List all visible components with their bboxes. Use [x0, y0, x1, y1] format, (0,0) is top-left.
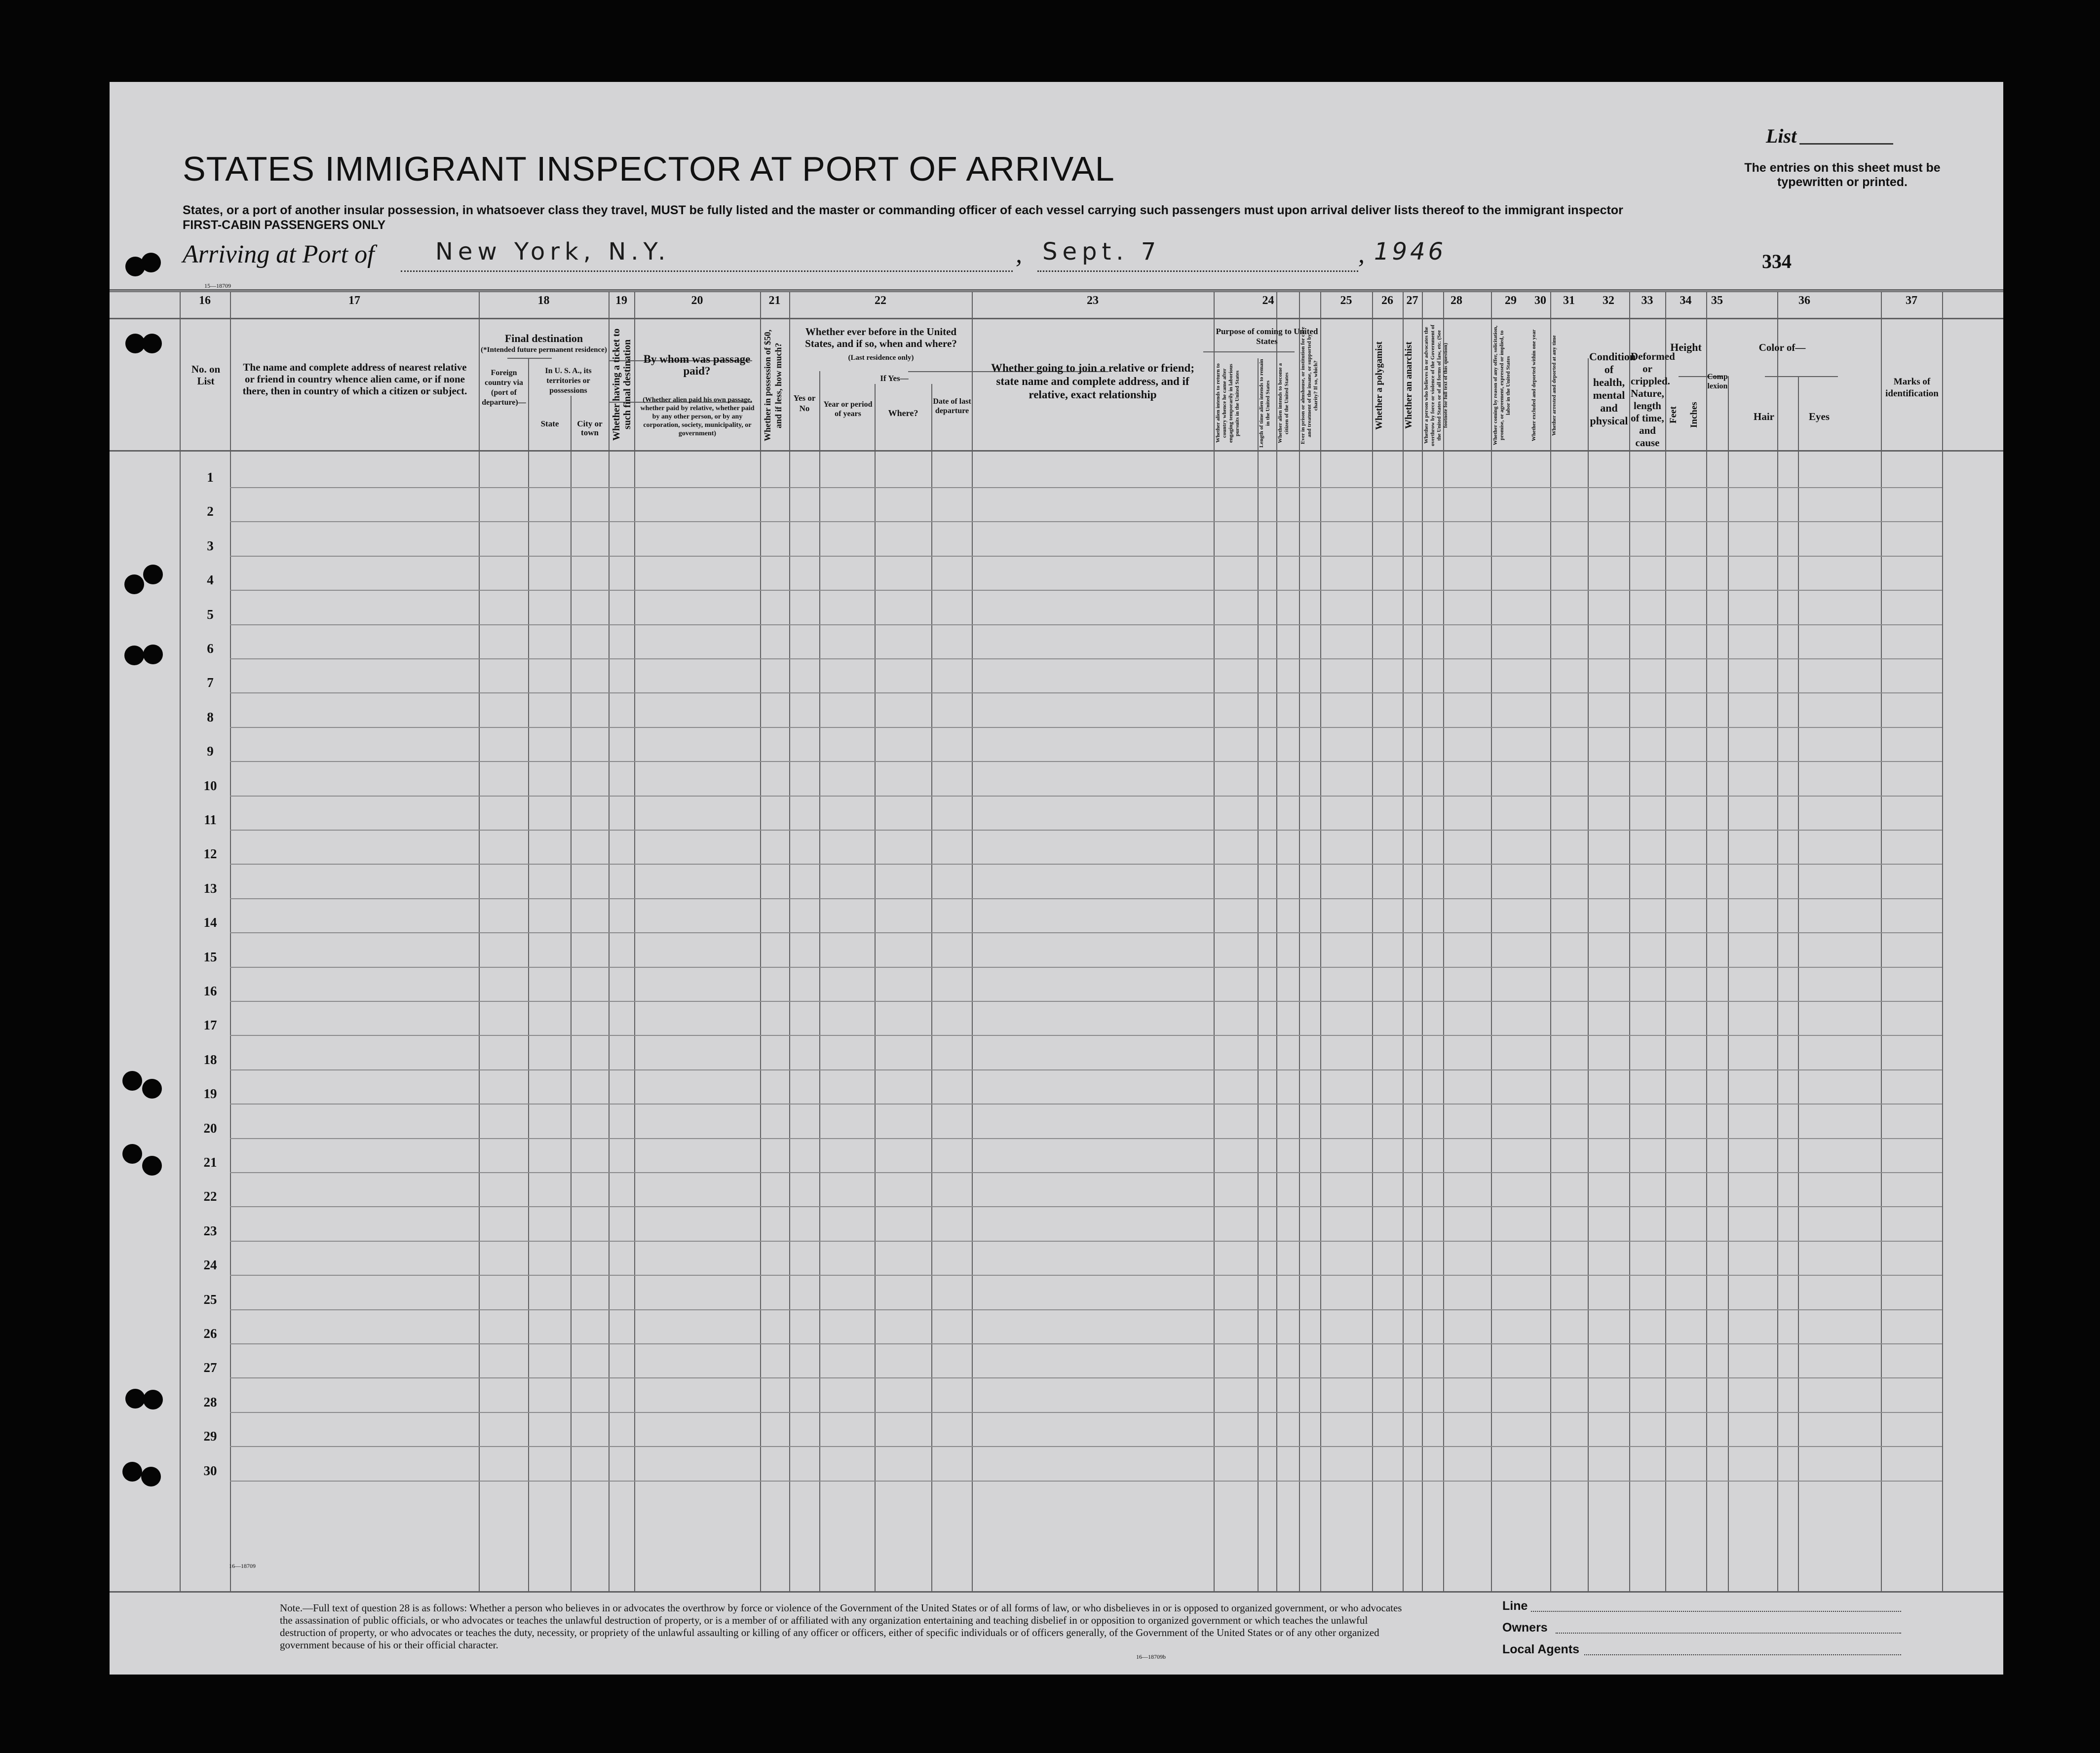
punch-hole — [142, 1156, 162, 1176]
owners-field — [1556, 1633, 1901, 1634]
row-rule — [230, 1343, 1942, 1344]
line-label: Line — [1502, 1599, 1528, 1613]
row-number: 24 — [203, 1258, 217, 1272]
row-rule — [230, 1206, 1942, 1207]
punch-hole — [143, 1390, 163, 1410]
heading-24b: Length of time alien intends to remain in the United States — [1259, 359, 1271, 448]
punch-hole — [124, 646, 144, 665]
heading-money: Whether in possession of $50, and if less, how much? — [763, 329, 783, 442]
heading-purpose: Purpose of coming to United States — [1216, 327, 1318, 346]
heading-24a: Whether alien intends to return to country whence he came after engaging temporarily in laborious pursuits in the United States — [1215, 363, 1240, 443]
row-rule — [230, 796, 1942, 797]
heading-polygamist: Whether a polygamist — [1374, 341, 1384, 430]
row-number: 29 — [203, 1429, 217, 1444]
punch-hole — [143, 645, 163, 664]
heading-30: Whether excluded and deported within one year — [1531, 329, 1537, 442]
row-number: 7 — [207, 675, 214, 690]
punch-hole — [141, 253, 161, 272]
col-number-24: 24 — [1262, 294, 1274, 307]
col-number-18: 18 — [537, 294, 550, 307]
heading-deformed: Deformed or crippled. Nature, length of time, and cause — [1631, 350, 1675, 449]
heading-year-period: Year or period of years — [823, 400, 873, 418]
col-number-17: 17 — [348, 294, 360, 307]
row-number: 20 — [203, 1121, 217, 1136]
col-number-36: 36 — [1798, 294, 1810, 307]
row-number: 4 — [207, 572, 214, 587]
row-number: 13 — [203, 881, 217, 896]
table-bottom-border — [110, 1591, 2003, 1593]
row-rule — [230, 864, 1942, 865]
row-number: 28 — [203, 1395, 217, 1410]
row-rule — [230, 1104, 1942, 1105]
punch-hole — [122, 1144, 142, 1164]
heading-ticket: Whether having a ticket to such final destination — [611, 328, 633, 441]
heading-eyes: Eyes — [1809, 411, 1830, 422]
col-number-19: 19 — [615, 294, 627, 307]
col-number-31: 31 — [1563, 294, 1575, 307]
col-number-23: 23 — [1087, 294, 1099, 307]
heading-state: State — [540, 419, 559, 428]
col-number-28: 28 — [1451, 294, 1462, 307]
form-code-top: 15—18709 — [204, 282, 231, 289]
port-value: New York, N.Y. — [435, 238, 671, 266]
heading-feet: Feet — [1668, 406, 1679, 424]
date-line — [1037, 270, 1358, 272]
row-rule — [230, 1309, 1942, 1310]
heading-city: City or town — [577, 419, 603, 437]
list-label: List — [1766, 125, 1797, 147]
col-number-27: 27 — [1406, 294, 1418, 307]
heading-intended-residence: (*Intended future permanent residence) — [481, 346, 607, 354]
heading-marks: Marks of identification — [1885, 377, 1939, 399]
row-number: 17 — [203, 1018, 217, 1032]
heading-final-destination: Final destination — [504, 332, 583, 344]
col-number-16: 16 — [199, 294, 211, 307]
row-rule — [230, 830, 1942, 831]
col-number-21: 21 — [768, 294, 781, 307]
local-agents-label: Local Agents — [1502, 1642, 1580, 1656]
heading-25: Ever in prison or almshouse, or institution for care and treatment of the insane, or supported by charity? If so, which? — [1300, 327, 1319, 444]
row-rule — [230, 898, 1942, 899]
col-number-26: 26 — [1381, 294, 1393, 307]
heading-yes-no: Yes or No — [793, 393, 816, 413]
row-number: 22 — [203, 1189, 217, 1204]
heading-28: Whether a person who believes in or advocates the overthrow by force or violence of the Government of the United States or of all forms of law, etc. (See footnote for full text of this question) — [1423, 324, 1449, 447]
col-number-22: 22 — [875, 294, 886, 307]
heading-date-departure: Date of last departure — [933, 397, 971, 415]
col-number-33: 33 — [1641, 294, 1653, 307]
row-number: 18 — [203, 1052, 217, 1067]
heading-by-whom-note: (Whether alien paid his own passage, whether paid by relative, whether paid by any other person, or by any corporation, society, municipality, or government) — [640, 396, 755, 437]
row-rule — [230, 692, 1942, 693]
heading-29: Whether coming by reason of any offer, solicitation, promise, or agreement, expressed or implied, to labor in the United States — [1492, 325, 1511, 446]
row-number: 6 — [207, 641, 214, 656]
row-rule — [230, 1377, 1942, 1378]
row-number: 9 — [207, 744, 214, 759]
row-rule — [230, 1172, 1942, 1173]
heading-complexion: Complexion — [1707, 373, 1728, 390]
row-number: 11 — [204, 812, 217, 827]
row-rule — [230, 658, 1942, 659]
col-number-32: 32 — [1603, 294, 1614, 307]
row-rule — [230, 590, 1942, 591]
punch-hole — [142, 1079, 162, 1099]
heading-relative-abroad: The name and complete address of nearest relative or friend in country whence alien came, or if none there, then in country of which a citizen or subject. — [242, 361, 467, 397]
row-number: 30 — [203, 1463, 217, 1478]
heading-last-residence: (Last residence only) — [848, 354, 914, 362]
row-rule — [230, 521, 1942, 522]
col-number-30: 30 — [1534, 294, 1546, 307]
page-title: STATES IMMIGRANT INSPECTOR AT PORT OF ARRIVAL — [183, 150, 1115, 188]
row-rule — [230, 967, 1942, 968]
row-rule — [230, 1001, 1942, 1002]
row-number: 25 — [203, 1292, 217, 1307]
row-rule — [230, 1241, 1942, 1242]
heading-join-relative: Whether going to join a relative or friend; state name and complete address, and if relative, exact relationship — [991, 362, 1195, 401]
row-number: 15 — [203, 950, 217, 964]
col-number-35: 35 — [1711, 294, 1723, 307]
row-rule — [230, 556, 1942, 557]
punch-hole — [143, 565, 163, 584]
date-value: Sept. 7 — [1042, 238, 1161, 266]
row-rule — [230, 1481, 1942, 1482]
punch-hole — [142, 334, 162, 353]
row-number: 14 — [203, 915, 217, 930]
row-rule — [230, 1138, 1942, 1139]
entries-note: The entries on this sheet must be typewritten or printed. — [1744, 161, 1941, 189]
row-number: 16 — [203, 984, 217, 998]
col-number-37: 37 — [1906, 294, 1917, 307]
list-line — [1799, 143, 1893, 145]
punch-hole — [125, 1389, 145, 1409]
class-note: FIRST-CABIN PASSENGERS ONLY — [183, 218, 386, 232]
row-number: 21 — [203, 1155, 217, 1170]
row-rule — [230, 624, 1942, 625]
row-rule — [230, 487, 1942, 488]
col-number-20: 20 — [691, 294, 703, 307]
row-rule — [230, 1035, 1942, 1036]
row-rule — [230, 761, 1942, 762]
row-number: 3 — [207, 538, 214, 553]
heading-24c: Whether alien intends to become a citizen of the United States — [1277, 363, 1290, 444]
heading-ever-before: Whether ever before in the United States, and if so, when and where? — [805, 326, 957, 349]
heading-color-of: Color of— — [1758, 342, 1806, 353]
table-top-border — [110, 289, 2003, 291]
row-number: 23 — [203, 1223, 217, 1238]
row-rule — [230, 1069, 1942, 1070]
heading-where: Where? — [888, 408, 918, 418]
punch-hole — [122, 1071, 142, 1091]
row-rule — [230, 1412, 1942, 1413]
line-field — [1531, 1611, 1901, 1612]
heading-31: Whether arrested and deported at any time — [1551, 335, 1557, 436]
row-rule — [230, 1446, 1942, 1447]
heading-inches: Inches — [1689, 402, 1699, 428]
row-number: 27 — [203, 1360, 217, 1375]
local-agents-field — [1584, 1654, 1901, 1655]
row-number: 12 — [203, 846, 217, 861]
row-number: 10 — [203, 778, 217, 793]
punch-hole — [124, 574, 144, 594]
owners-label: Owners — [1502, 1621, 1548, 1635]
port-line — [401, 270, 1013, 272]
row-rule — [230, 1275, 1942, 1276]
header-bottom-border — [110, 450, 2003, 452]
row-number: 1 — [207, 470, 214, 485]
form-code-bottom: 16—18709 — [229, 1562, 256, 1569]
subtitle: States, or a port of another insular possession, in whatsoever class they travel, MUST be fully listed and the master or commanding officer of each vessel carrying such passengers must upon arrival deliver lists thereof to the immigrant inspector — [183, 203, 1623, 217]
col-number-34: 34 — [1680, 294, 1692, 307]
heading-anarchist: Whether an anarchist — [1404, 342, 1414, 429]
punch-hole — [122, 1462, 142, 1482]
heading-in-usa: In U. S. A., its territories or possessions — [545, 367, 592, 395]
col-number-29: 29 — [1505, 294, 1517, 307]
punch-hole — [141, 1467, 161, 1486]
year-value: 1946 — [1374, 238, 1447, 266]
row-rule — [230, 932, 1942, 933]
column-number-divider — [110, 318, 2003, 319]
footnote: Note.—Full text of question 28 is as follows: Whether a person who believes in or advocates the overthrow by force or violence of the Government of the United States or of all forms of law, or who disbelieves in or is opposed to organized government, or who advocates the assassination of public officials, or who advocates or teaches the unlawful destruction of property, or is a member of or affiliated with any organization entertaining and teaching disbelief in or opposition to organized government or which teaches the unlawful destruction of property, or who advocates or teaches the duty, necessity, or propriety of the unlawful assaulting or killing of any officer or officers, either of specific individuals or of officers generally, of the Government of the United States or of any other organized government because of his or their official character. — [280, 1602, 1402, 1651]
row-number: 26 — [203, 1326, 217, 1341]
heading-no-on-list: No. on List — [191, 363, 221, 387]
heading-hair: Hair — [1754, 411, 1774, 422]
port-label: Arriving at Port of — [183, 240, 375, 268]
heading-if-yes: If Yes— — [880, 374, 909, 383]
heading-by-whom: By whom was passage paid? — [643, 353, 751, 377]
row-rule — [230, 727, 1942, 728]
row-number: 8 — [207, 710, 214, 724]
form-code-footnote: 16—18709b — [1136, 1653, 1166, 1660]
row-number: 19 — [203, 1086, 217, 1101]
heading-health: Condition of health, mental and physical — [1589, 350, 1636, 427]
heading-height: Height — [1670, 341, 1702, 353]
row-number: 2 — [207, 504, 214, 519]
list-number: 334 — [1762, 250, 1792, 272]
manifest-sheet: STATES IMMIGRANT INSPECTOR AT PORT OF ARRIVAL States, or a port of another insular possession, in whatsoever class they travel, MUST be fully listed and the master or commanding officer of each vessel carrying such passengers must upon arrival deliver lists thereof to the immigrant inspector FIRST-CABIN PASSENGERS ONLY Arriving at Port of New York, N.Y. , Sept. 7 , 1946 List The entries on this sheet must be typewritten or printed. 334 15—18709 16 17 18 19 20 21 22 23 24 25 26 27 28 29 30 31 32 33 34 35 36 37 No. on List The name and complete address of nearest relative or friend in country whence alien came, or if none there, then in country of which a citizen or subject. Final destination (*Intended future permanent residence) Foreign country via (port of departure)— In U. S. A., its territories or possessions State City or town Whether having a ticket to such final destination By whom was passage paid? (Whether alien paid his own passage, whether paid by relative, whether paid by any other person, or by any corporation, society, municipality, or government) Whether in possession of $50, and if less, how much? Whether ever before in the United States, and if so, when and where? (Last residence only) Yes or No If Yes— Year or period of years Where? Date of last departure Whether going to join a relative or friend; state name and complete address, and if relative, exact relationship Purpose of coming to United States Whether alien intends to return to country whence he came after engaging temporarily in laborious pursuits in the United States Length of time alien intends to remain in the United States Whether alien intends to become a citizen of the United States Ever in prison or almshouse, or institution for care and treatment of the insane, or supported by charity? If so, which? Whether a polygamist Whether an anarchist Whether a person who believes in or advocates the overthrow by force or violence of the Government of the United States or of all forms of law, etc. (See footnote for full text of this question) Whether coming by reason of any offer, solicitation, promise, or agreement, expressed or implied, to labor in the United States Whether excluded and deported within one year Whether arrested and deported at any time Condition of health, mental and physical Deformed or crippled. Nature, length of time, and cause Height Feet Inches Complexion Color of— Hair Eyes Marks of identification 1 2 3 4 5 6 7 8 9 10 11 12 13 14 15 16 17 18 19 20 21 22 23 24 25 26 27 28 29 30 16—18709 Note.—Full text of question 28 is as follows: Whether a person who believes in or advocates the overthrow by force or violence of the Government of the United States or of all forms of law, or who disbelieves in or is opposed to organized government, or who advocates the assassination of public officials, or who advocates or teaches the unlawful destruction of property, or is a member of or affiliated with any organization entertaining and teaching disbelief in or opposition to organized government or which teaches the unlawful destruction of property, or who advocates or teaches the duty, necessity, or propriety of the unlawful assaulting or killing of any officer or officers, either of specific individuals or of officers generally, of the Government of the United States or of any other organized government because of his or their official character. 16—18709b Line Owners Local Agents — [110, 82, 2003, 1675]
heading-foreign-country: Foreign country via (port of departure)— — [482, 369, 526, 407]
col-number-25: 25 — [1340, 294, 1352, 307]
row-number: 5 — [207, 607, 214, 622]
